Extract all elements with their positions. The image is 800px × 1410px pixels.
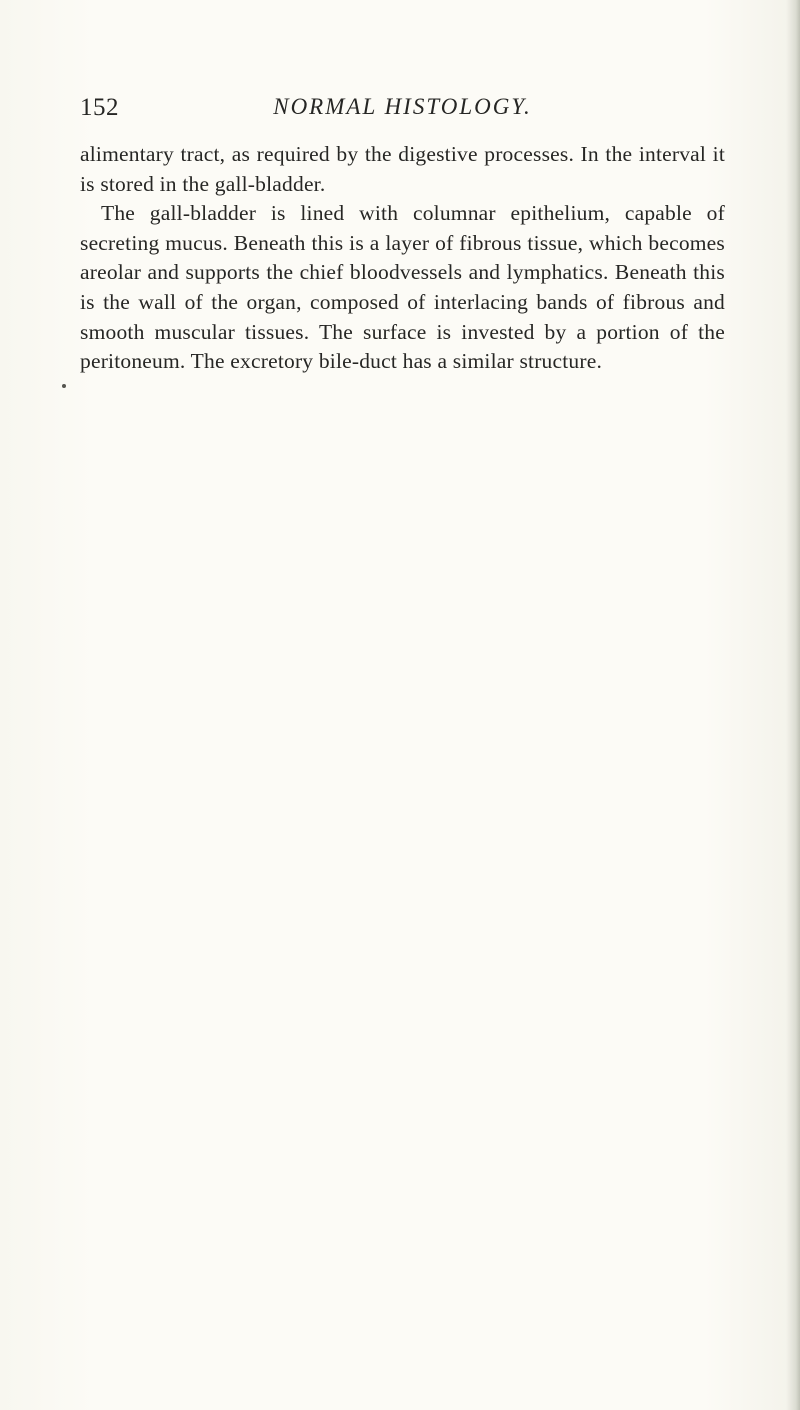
page-number: 152 <box>80 94 119 121</box>
paragraph-gall-bladder: The gall-bladder is lined with columnar epithelium, capable of secreting mucus. Beneath this is a layer of fibrous tissue, which becomes areolar and supports the chief bloodvessels and lymphatics. Beneath this is the wall of the organ, composed of interlacing bands of fibrous and smooth muscular tissues. The surface is invested by a portion of the peritoneum. The excretory bile-duct has a similar structure. <box>80 201 725 374</box>
running-title: NORMAL HISTOLOGY. <box>273 94 532 119</box>
page-header <box>80 94 725 126</box>
margin-speck <box>62 384 66 388</box>
body-text <box>80 140 725 377</box>
page-edge-shadow <box>786 0 800 1410</box>
paragraph-continuation: alimentary tract, as required by the digestive processes. In the interval it is stored in the gall-bladder. <box>80 142 725 196</box>
